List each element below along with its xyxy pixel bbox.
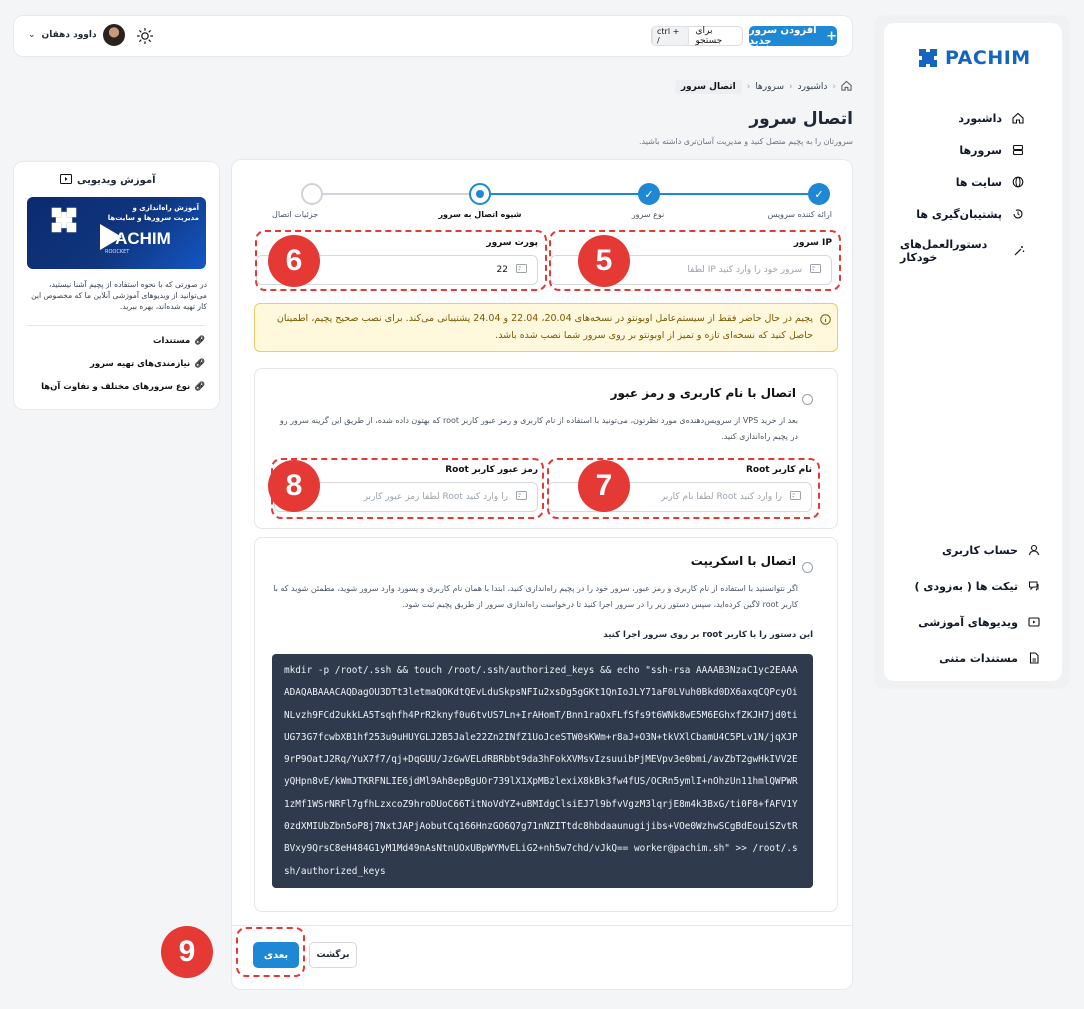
credential-option-title: اتصال با نام کاربری و رمز عبور	[610, 386, 796, 400]
divider	[27, 325, 205, 326]
command-label: این دستور را با کاربر root بر روی سرور اجرا کنید	[603, 630, 813, 640]
sidebar-item-label: داشبورد	[958, 111, 1002, 125]
chevron-down-icon: ⌄	[28, 30, 36, 40]
video-thumbnail[interactable]	[27, 197, 206, 269]
link-icon: 🔗︎	[194, 336, 205, 346]
thumbnail-small-brand: ROOCKET	[105, 249, 130, 255]
pachim-logo-icon	[49, 205, 79, 235]
credential-option-radio[interactable]	[802, 390, 813, 409]
page-title: اتصال سرور	[749, 109, 853, 129]
server-types-label: نوع سرورهای مختلف و تفاوت آن‌ها	[41, 382, 191, 392]
sidebar-item-label: مستندات متنی	[939, 651, 1018, 665]
pachim-logo-icon	[917, 47, 939, 69]
ip-label: IP سرور	[793, 238, 832, 248]
server-types-link[interactable]	[40, 382, 205, 392]
document-icon	[1026, 650, 1042, 666]
sidebar-item-label: ویدیوهای آموزشی	[918, 615, 1018, 629]
script-option-title: اتصال با اسکریپت	[690, 554, 796, 568]
sidebar-item-automations[interactable]	[900, 238, 1026, 264]
warning-text: پچیم در حال حاضر فقط از سیستم‌عامل اوبونتو در نسخه‌های 20.04، 22.04 و 24.04 پشتیبانی می‌کند. برای نصب صحیح پچیم، اطمینان حاصل کنید که نسخه‌ای تازه و تمیز از اوبونتو بر روی سرور شما نصب شده باشد.	[276, 313, 813, 341]
add-server-button[interactable]	[749, 26, 837, 46]
annotation-box-next	[236, 927, 305, 977]
root-username-placeholder: لطفا نام کاربر Root را وارد کنید	[660, 492, 782, 502]
step-server-type[interactable]	[638, 183, 660, 205]
annotation-marker: 5	[578, 235, 630, 287]
search-label: برای جستجو	[695, 26, 723, 46]
sidebar-item-account[interactable]	[900, 542, 1042, 558]
video-tutorial-title: آموزش ویدیویی	[77, 175, 156, 186]
check-icon: ✓	[814, 187, 824, 201]
root-password-label: رمز عبور کاربر Root	[445, 465, 538, 475]
info-icon	[820, 310, 831, 329]
pachim-logo[interactable]	[917, 44, 1031, 72]
annotation-marker: 7	[578, 460, 630, 512]
logo-text: PACHIM	[945, 47, 1031, 69]
thumbnail-brand: PACHIM	[105, 229, 171, 248]
root-password-placeholder: لطفا رمز عبور کاربر Root را وارد کنید	[363, 492, 508, 502]
play-icon[interactable]	[100, 224, 122, 250]
server-requirements-link[interactable]	[60, 359, 205, 369]
home-icon	[1010, 110, 1026, 126]
docs-link[interactable]	[60, 336, 205, 346]
sidebar-item-label: سرورها	[959, 143, 1002, 157]
page-subtitle: سرورتان را به پچیم متصل کنید و مدیریت آسان‌تری داشته باشید.	[639, 137, 853, 146]
sidebar-item-servers[interactable]	[900, 142, 1026, 158]
server-icon	[1010, 142, 1026, 158]
root-username-label: نام کاربر Root	[745, 465, 812, 475]
script-option-desc: اگر نتوانستید با استفاده از نام کاربری و رمز عبور، سرور خود را در پچیم راه‌اندازی کنید، ابتدا با همان نام کاربری و پسورد وارد سرور شوید، مطمئن شوید که با کاربر root لاگین کرده‌اید، سپس دستور زیر را در سرور اجرا کنید تا درخواست راه‌اندازی سرور از طریق پچیم ثبت شود.	[273, 584, 798, 609]
breadcrumb: › داشبورد › سرورها › اتصال سرور	[640, 80, 852, 94]
video-icon	[1026, 614, 1042, 630]
breadcrumb-current: اتصال سرور	[675, 80, 742, 94]
sidebar-item-backups[interactable]	[900, 206, 1026, 222]
home-icon[interactable]	[841, 80, 852, 94]
step-label: جزئیات اتصال	[272, 210, 319, 219]
user-name: داوود دهقان	[41, 30, 97, 40]
next-label: بعدی	[263, 949, 289, 961]
sidebar-item-label: سایت ها	[955, 175, 1002, 189]
server-requirements-label: نیازمندی‌های تهیه سرور	[89, 359, 191, 369]
annotation-marker: 8	[268, 460, 320, 512]
annotation-marker: 9	[161, 926, 213, 978]
sidebar-item-label: تیکت ها ( به‌زودی )	[914, 579, 1018, 593]
user-menu[interactable]	[28, 24, 125, 46]
avatar	[103, 24, 125, 46]
breadcrumb-servers[interactable]: سرورها	[755, 82, 784, 92]
sidebar-item-label: دستورالعمل‌های خودکار	[900, 238, 988, 264]
stepper-line-todo	[312, 193, 482, 195]
sidebar-item-label: حساب کاربری	[941, 543, 1018, 557]
credential-option-desc: بعد از خرید VPS از سرویس‌دهنده‌ی مورد نظرتون، می‌تونید با استفاده از نام کاربری و رمز عبور کاربر root که بهتون داده شده، از طریق این گزینه سرور رو در پچیم راه‌اندازی کنید.	[279, 416, 798, 441]
search-shortcut: ctrl + /	[652, 26, 689, 46]
sidebar-item-label: پشتیبان‌گیری ها	[916, 207, 1002, 221]
docs-link-label: مستندات	[152, 336, 191, 346]
video-tutorial-header	[60, 174, 205, 187]
divider	[231, 925, 853, 926]
step-connection-method[interactable]	[469, 183, 491, 205]
step-label: ارائه کننده سرویس	[767, 210, 832, 219]
back-button[interactable]	[309, 942, 357, 968]
thumbnail-line1: آموزش راه‌اندازی و	[132, 204, 199, 212]
script-option-radio[interactable]	[802, 558, 813, 577]
step-connection-details	[301, 183, 323, 205]
step-label: نوع سرور	[631, 210, 665, 219]
globe-icon	[1010, 174, 1026, 190]
sun-icon	[136, 27, 154, 45]
sidebar-item-dashboard[interactable]	[900, 110, 1026, 126]
backup-icon	[1010, 206, 1026, 222]
ubuntu-warning	[254, 303, 838, 352]
command-code-block[interactable]: mkdir -p /root/.ssh && touch /root/.ssh/authorized_keys && echo "ssh-rsa AAAAB3NzaC1yc2EAAAADAQABAAACAQDagOU3DTt3letmaQOKdtQEvLduSkpsNFIu2xsDg5gGKt1QnIoJLY71aF0LVuh0Bkd0DX6axqCQPcyOiNLvzh9FCd2ukkLA5Tsqhfh4PrR2knyf0u6tvUS7Ln+IrAHomT/Bnn1raOxFLfSfs9t6WNk8wE5M6EGhxfZKJH7jd0tiUG73G7fcwbXB1hf253u9uHUYGLJ2B5Jale22Zn2INfZ1UoJceSTW0sKWm+r8aJ+O3N+tkVXlCbamU4C5PLv1N/jqXJP9rP9OatJ2Rq/YuX7f7/qj+DqGUU/JzGwVELdRBRbbt9da3hFokXVMsvIzsuuibPjMEVpv3e0bmi/avZbT2gwHkIVV2EyQHpn8vE/kWmJTKRFNLIE6jdMl9Ah8epBgUOr739lX1XpMBzlexiX8kBk3fw4fUS/OCRn5ymlI+nOhzUn11hmlQWPWR1zMf1WSrNRFl7gfhLzxcoZ9hroDUoC66TitNoVdYZ+uBMIdgClsiEJ7l9bfvVgzM3lqrjE8m4k3BxG/ti0F8+fAFV1Y0zdXMIUbZbn5oP8j7NxtJAPjAobutCq166HnzGO6Q7g71nNZITtdc8hbdaaunugijibs+VOe0WzhwSCgBdEouiSZvtRBVxy9QrsC8eH484G1yM1Md49nAsNtnUOxUBpWYMvELiG2+nh5w7chd/vJkQ== worker@pachim.sh" >> /root/.ssh/authorized_keys	[272, 654, 813, 888]
ticket-icon	[1026, 578, 1042, 594]
breadcrumb-dashboard[interactable]: داشبورد	[797, 82, 828, 92]
link-icon: 🔗︎	[194, 359, 205, 369]
port-label: پورت سرور	[486, 238, 538, 248]
port-value: 22	[496, 265, 508, 275]
thumbnail-line2: مدیریت سرورها و سایت‌ها	[107, 214, 199, 222]
back-label: برگشت	[316, 950, 350, 960]
sidebar-item-tickets[interactable]	[900, 578, 1042, 594]
wand-icon	[1013, 243, 1026, 259]
sidebar-item-docs[interactable]	[900, 650, 1042, 666]
step-provider[interactable]	[808, 183, 830, 205]
user-icon	[1026, 542, 1042, 558]
sidebar-item-sites[interactable]	[900, 174, 1026, 190]
video-tutorial-desc: در صورتی که با نحوه استفاده از پچیم آشنا نیستید، می‌توانید از ویدیوهای آموزشی آنلاین ما که مخصوص این کار تهیه شده‌اند، بهره ببرید.	[31, 280, 207, 311]
add-server-label: افزودن سرور جدید	[749, 25, 817, 47]
video-icon	[60, 174, 72, 187]
annotation-marker: 6	[268, 235, 320, 287]
check-icon: ✓	[644, 187, 654, 201]
plus-icon: +	[826, 28, 837, 44]
ip-placeholder: لطفا IP سرور خود را وارد کنید	[687, 265, 802, 275]
theme-toggle[interactable]	[136, 27, 154, 45]
link-icon: 🔗︎	[194, 382, 205, 392]
search-button[interactable]	[651, 26, 743, 46]
sidebar-item-videos[interactable]	[900, 614, 1042, 630]
step-label: شیوه اتصال به سرور	[438, 210, 522, 219]
